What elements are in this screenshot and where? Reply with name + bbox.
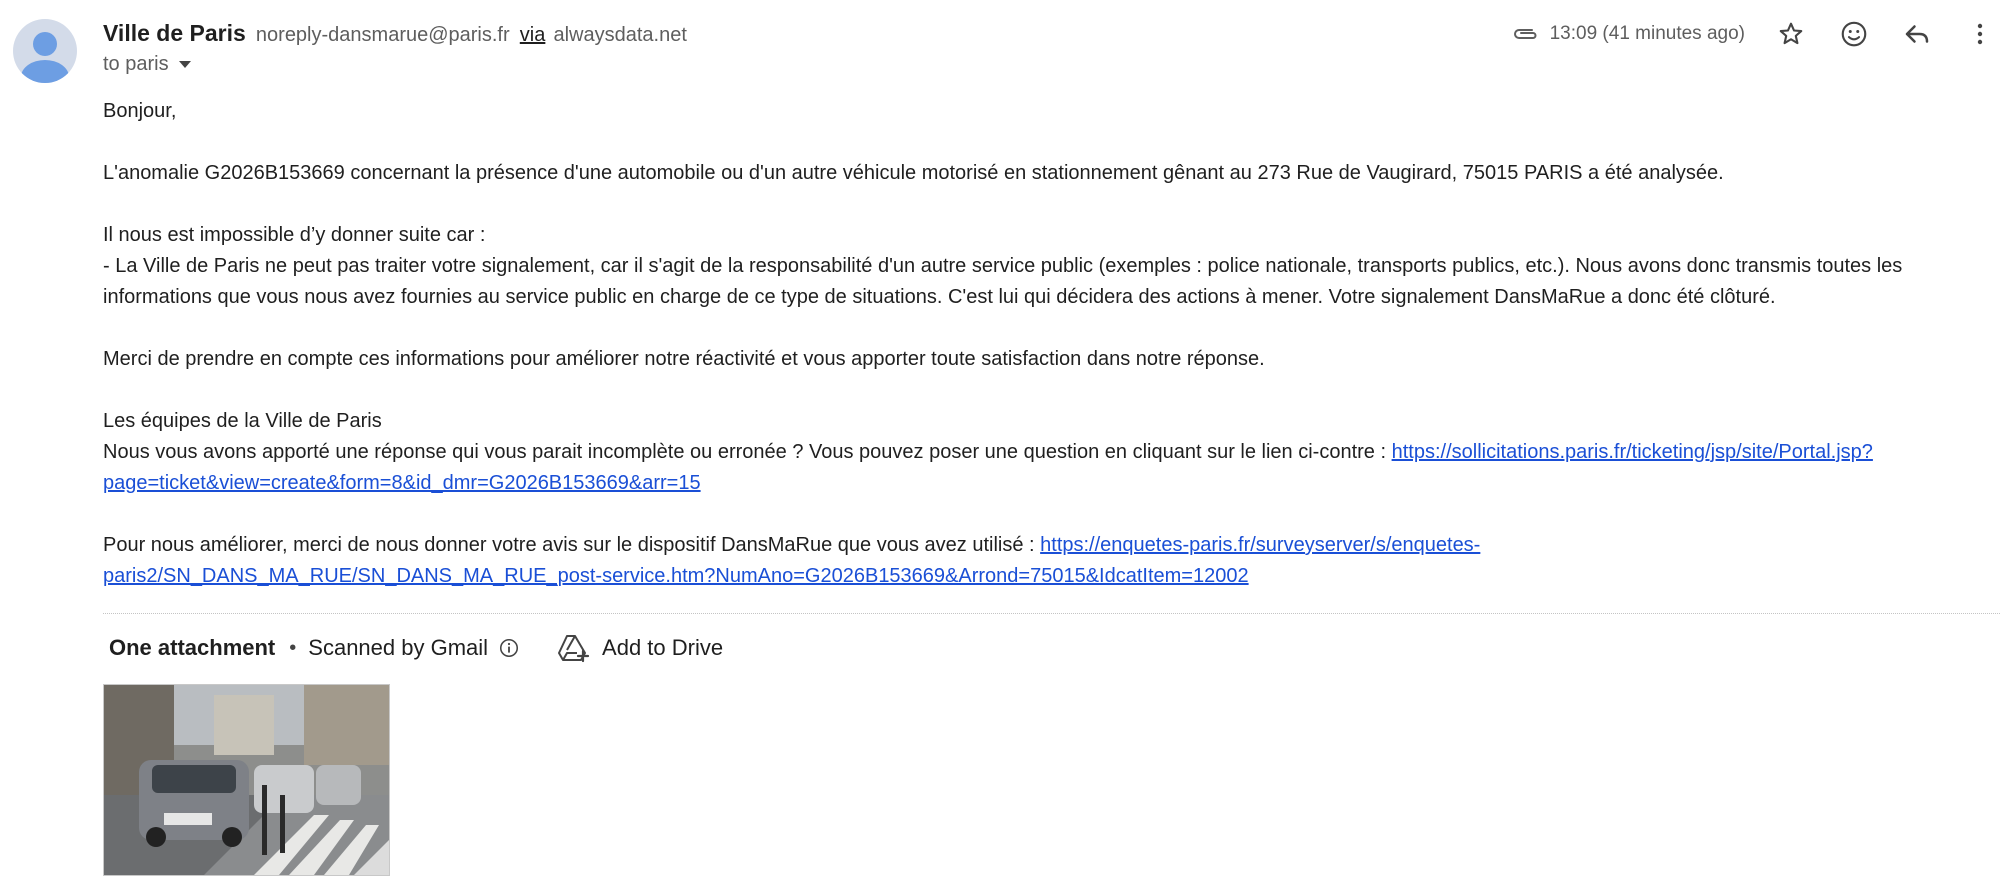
attachment-divider — [103, 613, 2000, 614]
recipient-details-toggle[interactable] — [103, 53, 191, 76]
recipient-label: to paris — [103, 53, 169, 75]
scanned-label: Scanned by Gmail — [308, 635, 489, 660]
survey-link[interactable]: https://enquetes-paris.fr/surveyserver/s/enquetes-paris2/SN_DANS_MA_RUE/SN_DANS_MA_RUE_post-service.htm?NumAno=G2026B153669&Arrond=75015&IdcatItem=12002 — [103, 534, 1481, 587]
chevron-down-icon[interactable] — [179, 61, 191, 68]
star-button[interactable] — [1771, 14, 1811, 54]
add-to-drive-button[interactable] — [556, 632, 723, 664]
paragraph-survey — [103, 530, 1973, 592]
message-timestamp: 13:09 (41 minutes ago) — [1549, 23, 1745, 44]
add-reaction-button[interactable] — [1834, 14, 1874, 54]
paragraph-question — [103, 437, 1973, 499]
more-options-button[interactable] — [1960, 14, 2000, 54]
separator-dot: • — [289, 636, 297, 659]
paragraph-analysis: L'anomalie G2026B153669 concernant la présence d'une automobile ou d'un autre véhicule motorisé en stationnement gênant au 273 Rue de Vaugirard, 75015 PARIS a été analysée. — [103, 162, 1724, 184]
question-link[interactable]: https://sollicitations.paris.fr/ticketing/jsp/site/Portal.jsp?page=ticket&view=create&form=8&id_dmr=G2026B153669&arr=15 — [103, 441, 1873, 494]
signature: Les équipes de la Ville de Paris — [103, 410, 382, 432]
reply-button[interactable] — [1897, 14, 1937, 54]
add-to-drive-label: Add to Drive — [602, 635, 724, 660]
more-vert-icon — [1968, 20, 1992, 48]
attachment-bar — [109, 632, 723, 664]
via-link[interactable]: via — [519, 24, 546, 46]
survey-text: Pour nous améliorer, merci de nous donner votre avis sur le dispositif DansMaRue que vous avez utilisé : — [103, 534, 1041, 556]
attachment-icon — [1510, 22, 1540, 46]
attachment-count: One attachment — [109, 635, 276, 660]
sender-avatar[interactable] — [13, 19, 77, 83]
sender-name[interactable]: Ville de Paris — [103, 20, 246, 46]
drive-add-icon — [556, 632, 590, 664]
paragraph-thanks: Merci de prendre en compte ces informations pour améliorer notre réactivité et vous apporter toute satisfaction dans notre réponse. — [103, 348, 1265, 370]
via-domain: alwaysdata.net — [553, 24, 687, 46]
message-header-actions — [1510, 14, 2000, 54]
question-text: Nous vous avons apporté une réponse qui vous parait incomplète ou erronée ? Vous pouvez poser une question en cliquant sur le lien ci-contre : — [103, 441, 1392, 463]
paragraph-reason — [103, 220, 1973, 313]
reason-intro: Il nous est impossible d’y donner suite car : — [103, 224, 486, 246]
star-icon — [1777, 20, 1805, 48]
emoji-icon — [1839, 19, 1869, 49]
reason-body: - La Ville de Paris ne peut pas traiter votre signalement, car il s'agit de la responsabilité d'un autre service public (exemples : police nationale, transports publics, etc.). Nous avons donc transmis toutes les informations que vous nous avez fournies au service public en charge de ce type de situations. C'est lui qui décidera des actions à mener. Votre signalement DansMaRue a donc été clôturé. — [103, 255, 1903, 308]
sender-line — [103, 20, 687, 47]
reply-icon — [1902, 19, 1932, 49]
sender-email: noreply-dansmarue@paris.fr — [255, 24, 510, 46]
greeting: Bonjour, — [103, 100, 177, 122]
attachment-thumbnail[interactable] — [103, 684, 390, 876]
photo-thumbnail-image — [104, 685, 389, 875]
message-body — [103, 96, 1973, 623]
info-icon[interactable] — [498, 637, 520, 659]
